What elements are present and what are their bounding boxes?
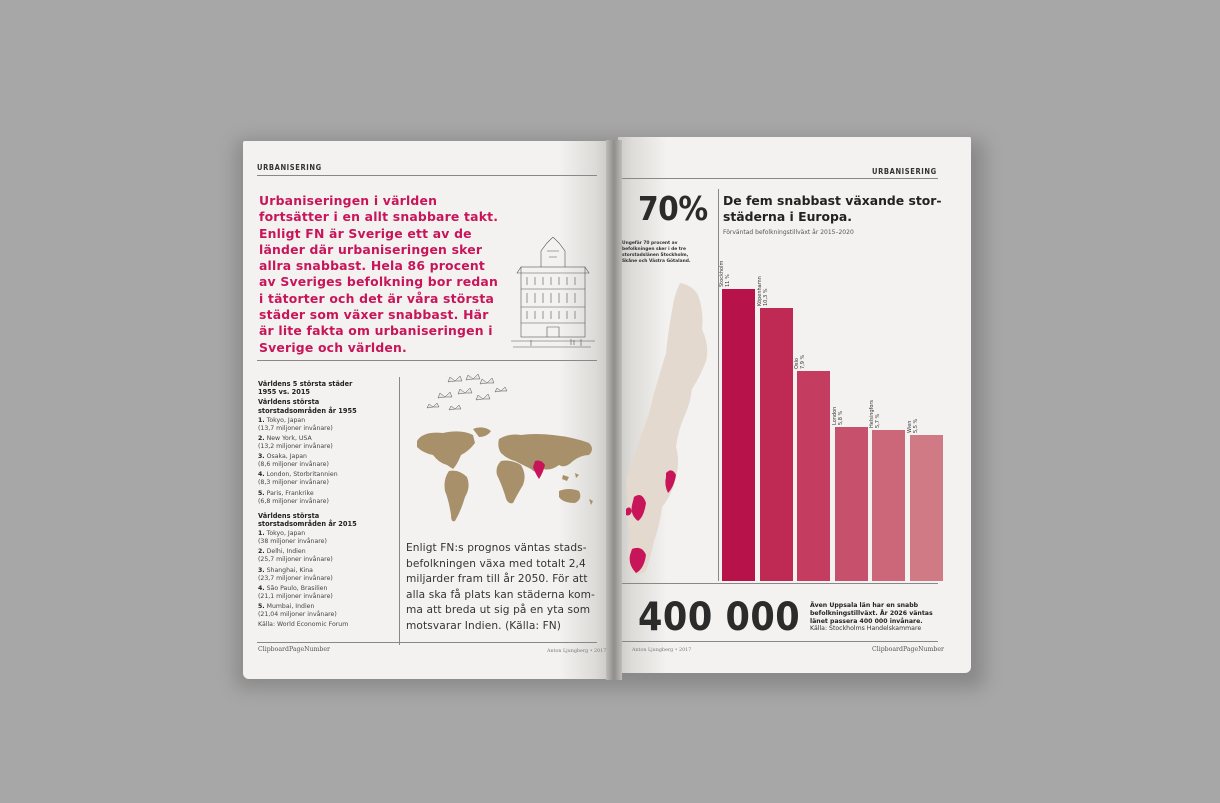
list-item-pop: (13,7 miljoner invånare) — [258, 424, 333, 432]
bar-category: Helsingfors — [869, 399, 875, 428]
list-item-city: Mumbai, Indien — [266, 602, 315, 610]
bar-kopenhamn — [760, 308, 793, 581]
intro-line: fortsätter i en allt snabbare takt. — [259, 209, 499, 225]
bar-label-kopenhamn — [757, 276, 769, 306]
bar-category: London — [831, 406, 838, 426]
note-line: befolkningen sker i de tre — [622, 247, 687, 252]
note-line: Även Uppsala län har en snabb — [810, 602, 919, 609]
list-item — [258, 585, 393, 601]
list-item-city: Shanghai, Kina — [266, 566, 313, 574]
list-item-number: 5. — [258, 602, 265, 610]
uppsala-note — [810, 602, 945, 633]
list-item — [258, 490, 393, 506]
right-lower-rule — [618, 583, 938, 584]
left-footer-page-number: ClipboardPageNumber — [258, 646, 330, 653]
list-item — [258, 530, 393, 546]
right-footer-rule — [618, 641, 938, 642]
big-stat-70: 70% — [638, 189, 708, 228]
list-item-number: 2. — [258, 548, 265, 556]
bar-category: Oslo — [794, 358, 800, 370]
list-item-pop: (8,3 miljoner invånare) — [258, 479, 329, 487]
list-item-number: 2. — [258, 435, 265, 442]
list-item-number: 4. — [258, 584, 265, 592]
list-item-number: 1. — [258, 416, 265, 424]
list-item-city: Paris, Frankrike — [266, 489, 314, 497]
uppsala-source: Källa: Stockholms Handelskammare — [810, 625, 922, 633]
prognos-line: Enligt FN:s prognos väntas stads- — [406, 542, 587, 554]
intro-line: Urbaniseringen i världen — [259, 193, 438, 208]
list-item-number: 5. — [258, 489, 265, 497]
right-footer-author: Anton Ljungberg • 2017 — [632, 648, 692, 653]
list-item-pop: (25,7 miljoner invånare) — [258, 556, 333, 564]
left-header-rule — [257, 175, 597, 176]
note-line: befolkningstillväxt. År 2026 väntas — [810, 609, 933, 617]
list-item-city: Delhi, Indien — [266, 548, 306, 556]
list-item — [258, 471, 393, 487]
list-item-city: São Paulo, Brasilien — [266, 584, 328, 592]
chart-title-line: De fem snabbast växande stor- — [723, 193, 942, 208]
bar-label-wien — [907, 419, 919, 433]
chart-title-line: städerna i Europa. — [723, 208, 852, 224]
intro-line: av Sveriges befolkning bor redan — [259, 274, 498, 290]
building-sketch-illustration — [511, 237, 595, 355]
note-line: Skåne och Västra Götaland. — [622, 259, 691, 264]
bar-value: 5,7 % — [875, 413, 881, 428]
list-2015-heading: storstadsområden år 2015 — [258, 519, 357, 528]
big-stat-note — [622, 241, 714, 265]
intro-line: i tätorter och det är våra största — [259, 290, 495, 306]
list-1955-heading: storstadsområden år 1955 — [258, 406, 357, 415]
note-line: länet passera 400 000 invånare. — [810, 617, 923, 625]
list-item-city: London, Storbritannien — [266, 471, 338, 479]
bar-category: Köpenhamn — [756, 275, 763, 306]
intro-line: städer som växer snabbast. Här — [259, 307, 489, 323]
prognos-line: motsvarar Indien. (Källa: FN) — [406, 619, 562, 632]
right-footer-page-number: ClipboardPageNumber — [872, 646, 944, 653]
prognos-line: alla ska få plats kan städerna kom- — [406, 588, 595, 601]
list-source: Källa: World Economic Forum — [258, 621, 349, 629]
left-page — [243, 141, 610, 679]
bar-helsingfors — [872, 430, 905, 581]
bar-value: 10,3 % — [762, 288, 769, 306]
list-item — [258, 567, 393, 583]
list-item-number: 3. — [258, 566, 265, 574]
list-item — [258, 453, 393, 469]
bar-label-london — [832, 407, 844, 425]
bar-value: 5,8 % — [837, 410, 844, 426]
list-item — [258, 548, 393, 564]
intro-text — [259, 193, 519, 356]
bar-value: 7,9 % — [800, 354, 806, 370]
list-item-pop: (13,2 miljoner invånare) — [258, 443, 333, 451]
city-list — [258, 380, 393, 629]
list-title: Världens 5 största städer — [258, 380, 353, 388]
intro-line: är lite fakta om urbaniseringen i — [259, 323, 493, 339]
list-item — [258, 435, 393, 451]
list-item — [258, 603, 393, 619]
bar-wien — [910, 435, 943, 581]
big-stat-400000: 400 000 — [638, 595, 801, 640]
list-item-pop: (8,6 miljoner invånare) — [258, 461, 329, 469]
left-footer-rule — [257, 642, 597, 643]
bar-category: Stockholm — [719, 260, 725, 287]
list-item-pop: (6,8 miljoner invånare) — [258, 497, 329, 505]
bar-value: 11 % — [725, 274, 731, 287]
intro-line: Sverige och världen. — [259, 339, 407, 355]
left-mid-rule — [257, 360, 597, 361]
list-item-number: 3. — [258, 453, 265, 461]
left-column-divider — [399, 377, 400, 645]
bar-oslo — [797, 371, 830, 581]
list-item-city: Osaka, Japan — [266, 453, 307, 461]
intro-line: Enligt FN är Sverige ett av de — [259, 225, 472, 241]
bar-label-stockholm — [719, 261, 731, 287]
bar-london — [835, 427, 868, 581]
left-footer-author: Anton Ljungberg • 2017 — [547, 649, 607, 654]
spine-gutter — [606, 140, 622, 680]
list-item — [258, 417, 393, 433]
prognos-line: miljarder fram till år 2050. För att — [406, 573, 588, 586]
list-item-pop: (38 miljoner invånare) — [258, 538, 327, 546]
bar-category: Wien — [906, 420, 913, 433]
right-section-label: URBANISERING — [872, 167, 937, 176]
list-item-city: New York, USA — [266, 435, 312, 442]
list-2015-heading: Världens största — [258, 511, 320, 520]
bar-label-helsingfors — [869, 400, 881, 428]
list-item-pop: (21,04 miljoner invånare) — [258, 611, 337, 618]
note-line: Ungefär 70 procent av — [622, 241, 678, 246]
right-header-rule — [618, 178, 938, 179]
bar-value: 5,5 % — [912, 418, 919, 433]
list-item-number: 1. — [258, 530, 265, 538]
bar-label-oslo — [794, 355, 806, 369]
left-section-label: URBANISERING — [257, 163, 322, 172]
list-item-pop: (21,1 miljoner invånare) — [258, 592, 333, 600]
intro-line: länder där urbaniseringen sker — [259, 241, 483, 257]
bar-chart — [719, 237, 942, 581]
right-page — [618, 137, 971, 673]
prognos-line: befolkningen växa med totalt 2,4 — [406, 557, 586, 570]
list-item-city: Tokyo, Japan — [266, 530, 306, 538]
list-title: 1955 vs. 2015 — [258, 388, 311, 397]
note-line: storstadslänen Stockholm, — [622, 253, 689, 258]
prognos-line: ma att breda ut sig på en yta som — [406, 604, 591, 617]
chart-subtitle: Förväntad befolkningstillväxt år 2015–2020 — [723, 229, 854, 236]
list-item-pop: (23,7 miljoner invånare) — [258, 574, 333, 582]
prognos-text — [406, 541, 601, 635]
sweden-map-illustration — [620, 281, 712, 585]
butterflies-illustration — [425, 373, 515, 419]
world-map-illustration — [413, 425, 603, 535]
bar-stockholm — [722, 289, 755, 581]
list-item-number: 4. — [258, 471, 265, 479]
intro-line: allra snabbast. Hela 86 procent — [259, 258, 486, 274]
right-column-divider — [718, 189, 719, 581]
list-1955-heading: Världens största — [258, 398, 320, 407]
chart-title — [723, 193, 943, 224]
list-item-city: Tokyo, Japan — [266, 416, 306, 424]
